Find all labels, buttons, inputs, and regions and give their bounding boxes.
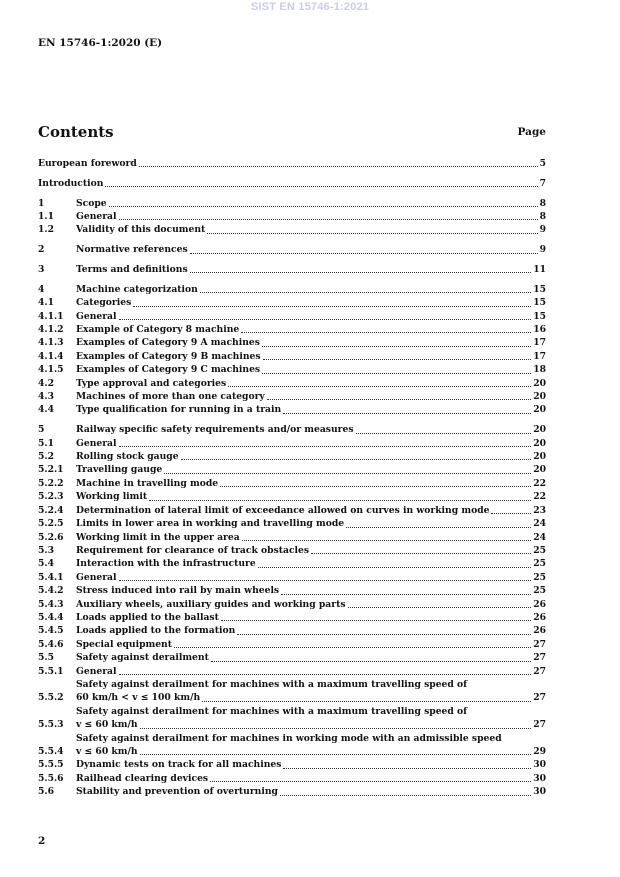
toc-entry[interactable] [38,296,546,309]
dot-leader [311,553,531,554]
dot-leader [242,540,532,541]
toc-entry-page: 9 [539,224,546,236]
dot-leader [262,346,531,347]
dot-leader [181,459,532,460]
toc-entry-title: Loads applied to the formation [76,625,236,637]
dot-leader [190,253,538,254]
toc-entry-page: 20 [533,391,546,403]
toc-entry-number: 5.5.2 [38,692,64,704]
toc-entry-number: 5.5.6 [38,772,64,784]
toc-entry[interactable] [38,732,546,759]
toc-entry-page: 17 [533,350,546,362]
dot-leader [263,359,532,360]
dot-leader [139,166,538,167]
toc-entry[interactable] [38,531,546,544]
dot-leader [133,306,531,307]
toc-entry[interactable] [38,243,546,256]
toc-entry-title: Loads applied to the ballast [76,611,219,623]
toc-entry-page: 20 [533,437,546,449]
toc-entry-number: 4.1.1 [38,310,64,322]
toc-entry-title: Stability and prevention of overturning [76,786,278,798]
toc-entry[interactable] [38,544,546,557]
toc-entry-page: 27 [533,692,546,704]
toc-entry-title: Auxiliary wheels, auxiliary guides and working parts [76,598,346,610]
toc-entry-title: Determination of lateral limit of exceedance allowed on curves in working mode [76,504,490,516]
dot-leader [280,795,531,796]
dot-leader [348,607,532,608]
toc-entry-number: 1 [38,197,45,209]
toc-entry-page: 25 [533,585,546,597]
toc-entry-page: 25 [533,571,546,583]
toc-entry-page: 22 [533,491,546,503]
toc-entry-number: 4.1.3 [38,337,64,349]
toc-entry-title-continued: v ≤ 60 km/h [76,746,138,757]
toc-entry-title: European foreword [38,158,137,169]
toc-entry-page: 27 [533,665,546,677]
dot-leader [262,373,531,374]
toc-entry-page: 7 [539,177,546,189]
toc-entry[interactable] [38,665,546,678]
toc-entry-number: 4 [38,283,45,295]
toc-entry-title: General [76,665,117,677]
toc-entry[interactable] [38,377,546,390]
toc-entry[interactable] [38,463,546,476]
toc-entry-number: 5.2.5 [38,518,64,530]
toc-entry-number: 1.2 [38,224,54,236]
toc-entry-title: Type qualification for running in a train [76,404,282,416]
toc-entry[interactable] [38,403,546,416]
toc-entry-title: Type approval and categories [76,377,227,389]
toc-entry[interactable] [38,638,546,651]
toc-entry[interactable] [38,336,546,349]
toc-entry[interactable] [38,263,546,276]
dot-leader [283,768,531,769]
toc-entry-title: Examples of Category 9 C machines [76,364,261,376]
toc-entry-number: 4.1 [38,297,54,309]
toc-entry-page: 26 [533,611,546,623]
toc-entry-page: 20 [533,451,546,463]
toc-entry-title: Machine categorization [76,283,198,295]
toc-entry-number: 5.5.4 [38,746,64,757]
toc-entry-title: General [76,211,117,222]
toc-entry-title: Interaction with the infrastructure [76,558,256,570]
toc-entry-number: 5 [38,424,45,436]
toc-entry-number: 4.3 [38,391,54,403]
toc-entry-title: Machine in travelling mode [76,477,219,489]
toc-entry-page: 27 [533,719,546,731]
toc-entry-title: Normative references [76,244,188,256]
toc-entry-number: 5.4.2 [38,585,64,597]
dot-leader [241,332,531,333]
toc-entry-title: Example of Category 8 machine [76,324,240,336]
dot-leader [237,634,531,635]
dot-leader [140,728,532,729]
dot-leader [149,500,531,501]
toc-entry-number: 5.5.3 [38,719,64,731]
toc-entry-title: Railhead clearing devices [76,772,209,784]
dot-leader [109,206,538,207]
toc-entry-number: 5.2.3 [38,491,64,503]
toc-entry-page: 15 [533,310,546,322]
toc-entry-number: 5.6 [38,786,54,798]
toc-entry-title: Railway specific safety requirements and/or measures [76,424,354,436]
toc-entry-number: 5.4.5 [38,625,64,637]
toc-entry-title: Safety against derailment for machines in working mode with an admissible speed [76,732,502,744]
page-column-label: Page [517,126,546,138]
toc-entry-number: 5.5.5 [38,759,64,771]
dot-leader [202,701,531,702]
toc-entry-title: Validity of this document [76,224,206,236]
page-title: Contents [38,123,114,141]
toc-entry[interactable] [38,390,546,403]
toc-entry-number: 5.2.6 [38,531,64,543]
toc-entry-title: Stress induced into rail by main wheels [76,585,280,597]
toc-entry-number: 5.4.1 [38,571,64,583]
toc-entry-number: 4.1.5 [38,364,64,376]
toc-entry[interactable] [38,423,546,436]
toc-entry-title: Requirement for clearance of track obstacles [76,544,310,556]
toc-entry[interactable] [38,571,546,584]
toc-entry-title: Limits in lower area in working and travelling mode [76,518,345,530]
toc-entry-page: 20 [533,404,546,416]
toc-entry-title: Rolling stock gauge [76,451,179,463]
toc-entry-number: 3 [38,264,45,275]
toc-entry[interactable] [38,283,546,296]
toc-entry-number: 5.1 [38,437,54,449]
toc-entry-page: 20 [533,464,546,476]
toc-entry-number: 5.4.4 [38,611,64,623]
toc-entry-page: 20 [533,424,546,436]
toc-entry-page: 29 [533,746,546,757]
toc-entry-page: 26 [533,598,546,610]
toc-entry-number: 2 [38,244,45,256]
toc-entry[interactable] [38,785,546,798]
toc-entry-page: 30 [533,786,546,798]
toc-entry-page: 18 [533,364,546,376]
toc-entry[interactable] [38,490,546,503]
toc-entry[interactable] [38,705,546,732]
dot-leader [200,292,531,293]
toc-entry[interactable] [38,363,546,376]
toc-entry-page: 23 [533,504,546,516]
toc-entry-page: 24 [533,518,546,530]
toc-entry-page: 17 [533,337,546,349]
toc-entry-number: 5.2.1 [38,464,64,476]
dot-leader [119,446,532,447]
toc-entry-title: Travelling gauge [76,464,163,476]
toc-entry-title: Safety against derailment [76,652,209,664]
toc-entry-page: 24 [533,531,546,543]
dot-leader [228,386,531,387]
dot-leader [105,186,537,187]
toc-entry-number: 5.2.2 [38,477,64,489]
toc-entry-number: 1.1 [38,211,54,222]
dot-leader [491,513,531,514]
toc-entry-page: 27 [533,638,546,650]
toc-entry-title: Dynamic tests on track for all machines [76,759,282,771]
toc-entry-title: Special equipment [76,638,172,650]
dot-leader [346,527,531,528]
toc-entry[interactable] [38,157,546,170]
toc-entry-title: Working limit [76,491,148,503]
toc-entry[interactable] [38,772,546,785]
toc-entry-title: Categories [76,297,132,309]
toc-entry-page: 20 [533,377,546,389]
toc-entry-title: Safety against derailment for machines with a maximum travelling speed of [76,678,468,690]
dot-leader [119,674,532,675]
toc-entry-title: Terms and definitions [76,264,188,275]
toc-entry[interactable] [38,598,546,611]
toc-entry[interactable] [38,651,546,664]
toc-entry-page: 22 [533,477,546,489]
toc-entry-number: 4.4 [38,404,54,416]
toc-entry-page: 30 [533,772,546,784]
dot-leader [220,486,531,487]
dot-leader [119,319,532,320]
dot-leader [356,433,532,434]
toc-entry[interactable] [38,477,546,490]
toc-entry-number: 5.3 [38,544,54,556]
dot-leader [164,473,531,474]
dot-leader [221,620,531,621]
dot-leader [174,647,531,648]
toc-entry[interactable] [38,177,546,190]
toc-entry-page: 9 [539,244,546,256]
toc-entry-title: Introduction [38,177,104,189]
toc-entry-title-continued: v ≤ 60 km/h [76,719,138,731]
document-id: EN 15746-1:2020 (E) [38,37,163,49]
toc-entry[interactable] [38,437,546,450]
toc-entry-page: 16 [533,324,546,336]
toc-entry-number: 4.1.2 [38,324,64,336]
toc-entry-page: 8 [539,197,546,209]
toc-entry-page: 5 [539,158,546,169]
toc-entry[interactable] [38,210,546,223]
toc-entry-page: 30 [533,759,546,771]
toc-entry-title-continued: 60 km/h < v ≤ 100 km/h [76,692,201,704]
toc-entry[interactable] [38,223,546,236]
toc-entry-title: Working limit in the upper area [76,531,240,543]
toc-entry-title: Machines of more than one category [76,391,265,403]
toc-entry[interactable] [38,584,546,597]
watermark: SIST EN 15746-1:2021 [250,1,370,13]
dot-leader [119,580,532,581]
dot-leader [140,754,532,755]
toc-entry-number: 5.4 [38,558,54,570]
toc-entry-title: Examples of Category 9 A machines [76,337,260,349]
toc-entry-number: 4.2 [38,377,54,389]
toc-entry[interactable] [38,450,546,463]
toc-entry[interactable] [38,624,546,637]
toc-entry-number: 5.5 [38,652,54,664]
toc-entry[interactable] [38,517,546,530]
page-number: 2 [38,835,46,847]
dot-leader [283,413,531,414]
toc-entry[interactable] [38,310,546,323]
toc-entry-title: Examples of Category 9 B machines [76,350,261,362]
toc-entry-page: 25 [533,544,546,556]
dot-leader [190,272,532,273]
toc-entry[interactable] [38,350,546,363]
toc-entry-number: 4.1.4 [38,350,64,362]
toc-entry-page: 26 [533,625,546,637]
toc-entry[interactable] [38,323,546,336]
toc-entry[interactable] [38,197,546,210]
toc-entry-title: General [76,310,117,322]
toc-entry-page: 11 [533,264,546,275]
toc-entry[interactable] [38,611,546,624]
toc-entry[interactable] [38,678,546,705]
dot-leader [267,399,531,400]
toc-entry-title: General [76,571,117,583]
toc-entry-number: 5.4.6 [38,638,64,650]
dot-leader [119,219,538,220]
toc-entry-number: 5.2.4 [38,504,64,516]
toc-entry[interactable] [38,557,546,570]
toc-entry-title: Safety against derailment for machines with a maximum travelling speed of [76,705,468,717]
dot-leader [211,661,531,662]
toc-entry-page: 27 [533,652,546,664]
toc-entry-title: General [76,437,117,449]
table-of-contents [38,157,546,799]
dot-leader [281,594,531,595]
toc-entry-page: 15 [533,283,546,295]
toc-entry[interactable] [38,758,546,771]
toc-entry-number: 5.2 [38,451,54,463]
toc-entry-page: 15 [533,297,546,309]
toc-entry-number: 5.4.3 [38,598,64,610]
toc-entry-page: 8 [539,211,546,222]
toc-entry-page: 25 [533,558,546,570]
toc-entry-title: Scope [76,197,107,209]
dot-leader [207,233,537,234]
toc-entry-number: 5.5.1 [38,665,64,677]
toc-entry[interactable] [38,504,546,517]
dot-leader [210,781,531,782]
dot-leader [258,567,531,568]
